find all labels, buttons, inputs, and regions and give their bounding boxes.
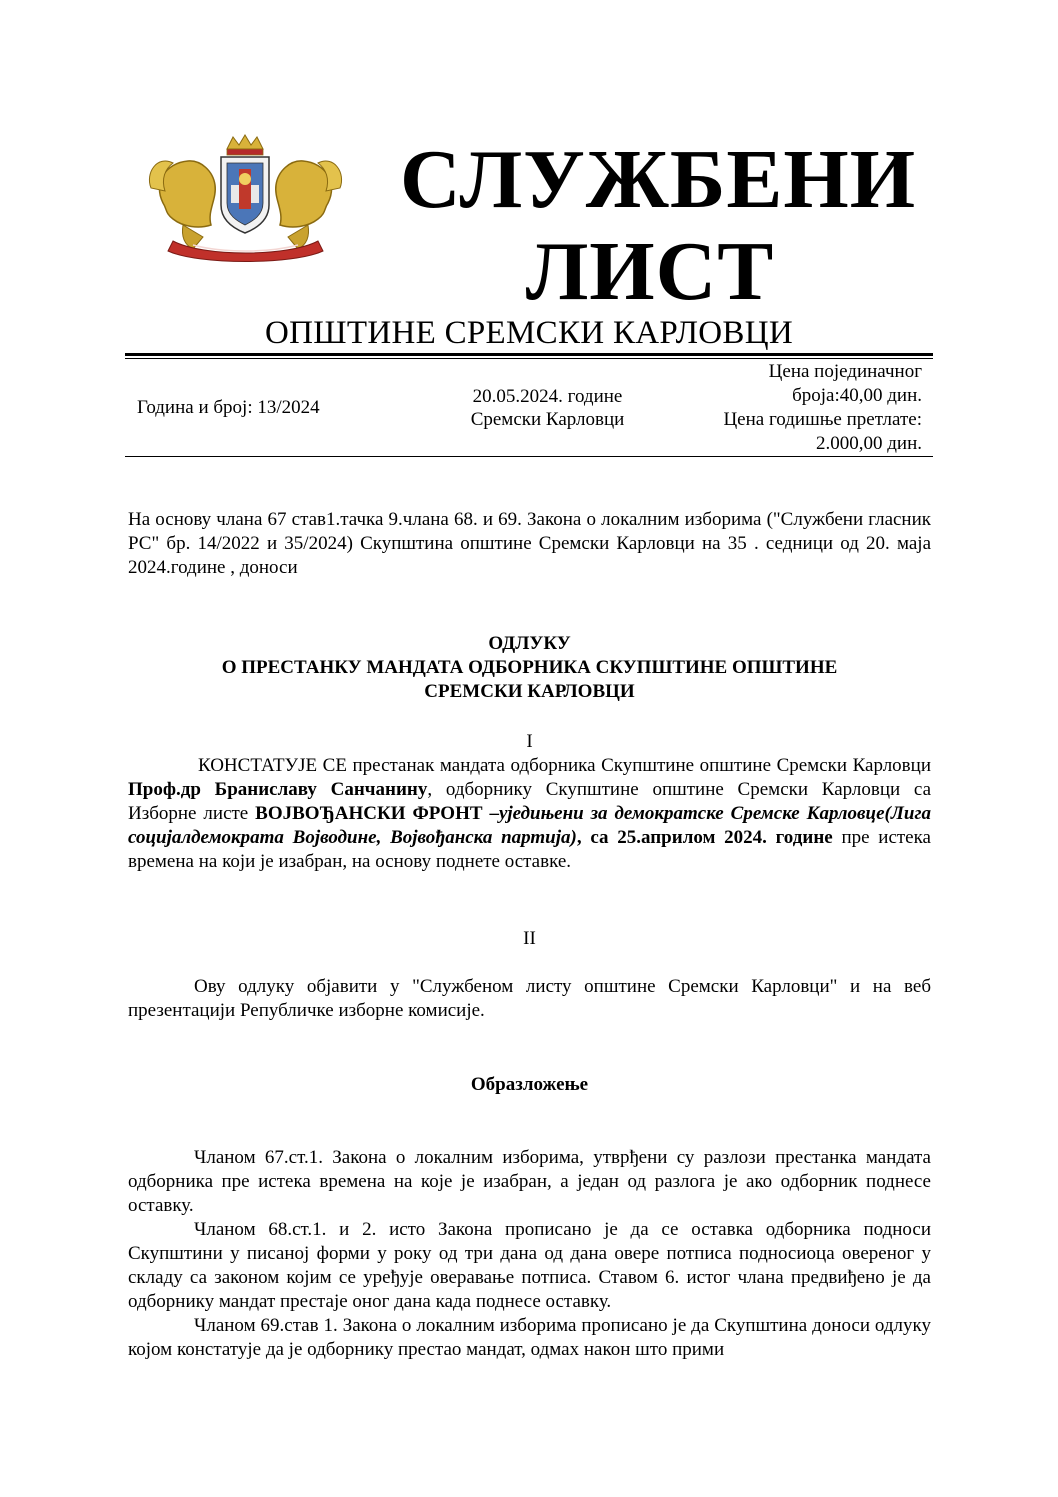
price-info — [660, 360, 922, 456]
decision-title-line2: О ПРЕСТАНКУ МАНДАТА ОДБОРНИКА СКУПШТИНЕ ОПШТИНЕ — [221, 657, 838, 678]
issue-place: Сремски Карловци — [470, 409, 625, 430]
reasoning-heading: Образложење — [470, 1074, 589, 1095]
header-rule-top-thin — [125, 358, 933, 359]
price-single-line2: броја:40,00 дин. — [792, 385, 922, 406]
section-1-number: I — [526, 731, 533, 752]
section-1-text-3: пре истека времена на који је изабран, на основу поднете оставке. — [128, 827, 931, 872]
masthead-title-line1: СЛУЖБЕНИ — [400, 133, 917, 226]
electoral-list-name: ВОЈВОЂАНСКИ ФРОНТ – — [255, 803, 499, 824]
reasoning-paragraph-3: Чланом 69.став 1. Закона о локалним изборима прописано је да Скупштина доноси одлуку којом констатује да је одборнику престао мандат, одмах након што прими — [128, 1315, 931, 1360]
preamble-paragraph: На основу члана 67 став1.тачка 9.члана 68. и 69. Закона о локалним изборима ("Службени гласник РС" бр. 14/2022 и 35/2024) Скупштина општине Сремски Карловци на 35 . седници од 20. маја 2024.године , доноси — [128, 509, 931, 578]
price-annual-line1: Цена годишње претлате: — [723, 409, 922, 430]
masthead-subtitle: ОПШТИНЕ СРЕМСКИ КАРЛОВЦИ — [265, 315, 793, 351]
reasoning-body — [128, 1146, 931, 1362]
masthead-title-line2: ЛИСТ — [525, 225, 775, 318]
section-1-paragraph — [128, 754, 931, 874]
header-rule-bottom — [125, 456, 933, 457]
reasoning-paragraph-2: Чланом 68.ст.1. и 2. исто Закона прописано је да се оставка одборника подноси Скупштини у писаној форми у року од три дана од дана овере потписа подносиоца овереног у складу са законом којим се уређује оверавање потписа. Ставом 6. истог члана предвиђено је да одборнику мандат престаје оног дана када поднесе оставку. — [128, 1219, 931, 1312]
reasoning-paragraph-1: Чланом 67.ст.1. Закона о локалним изборима, утврђени су разлози престанка мандата одборника пре истека времена на које је изабран, а један од разлога је ако одборник поднесе оставку. — [128, 1147, 931, 1216]
issue-date: 20.05.2024. године — [472, 386, 623, 407]
section-2-paragraph: Ову одлуку објавити у "Службеном листу општине Сремски Карловци" и на веб презентацији Републичке изборне комисије. — [128, 976, 931, 1021]
section-2-number: II — [523, 928, 536, 949]
masthead-title — [400, 133, 917, 318]
decision-title-line1: ОДЛУКУ — [488, 633, 571, 654]
councillor-name: Проф.др Браниславу Санчанину — [128, 779, 428, 800]
decision-title-line3: СРЕМСКИ КАРЛОВЦИ — [424, 681, 635, 702]
section-1-text-1: КОНСТАТУЈЕ СЕ престанак мандата одборника Скупштине општине Сремски Карловци — [198, 755, 931, 776]
issue-date-place — [440, 385, 655, 431]
coat-of-arms-icon — [143, 133, 348, 265]
price-annual-line2: 2.000,00 дин. — [815, 433, 922, 454]
electoral-list-description: уједињени за демократске Сремске Карловце(Лига социјалдемократа Војводине, Војвођанска партија) — [128, 803, 931, 848]
header-rule-top — [125, 353, 933, 356]
issue-number: Година и број: 13/2024 — [137, 397, 320, 418]
price-single-line1: Цена појединачног — [768, 361, 922, 382]
termination-date: , са 25.априлом 2024. године — [576, 827, 833, 848]
decision-title — [128, 632, 931, 704]
section-1-text-2: , одборнику Скупштине општине Сремски Карловци са Изборне листе — [128, 779, 932, 824]
